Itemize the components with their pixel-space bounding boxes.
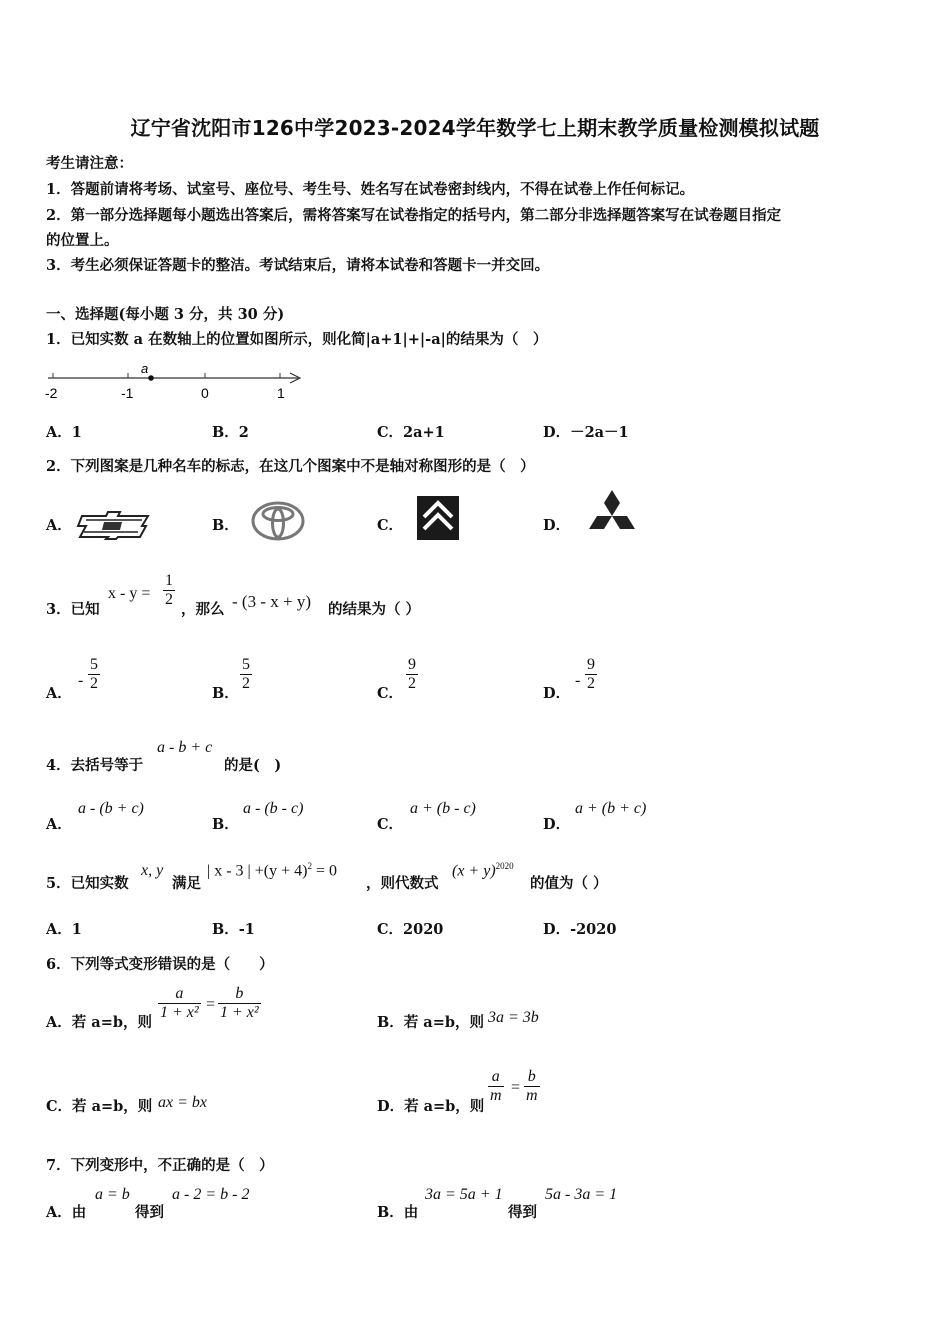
q4-option-b-expr: a - (b - c): [243, 800, 304, 817]
q7-b-to: 5a - 3a = 1: [545, 1186, 618, 1203]
q3-option-d-fraction: [585, 656, 597, 694]
q3-d-num: 9: [587, 656, 595, 673]
q5-suffix: 的值为（ ）: [530, 875, 608, 892]
q6-a-num2: b: [235, 985, 244, 1002]
q4-option-d-expr: a + (b + c): [575, 800, 647, 817]
q7-a-to: a - 2 = b - 2: [172, 1186, 250, 1203]
q3-mid: ，那么: [181, 601, 225, 618]
citroen-logo-icon: [416, 495, 460, 541]
q3-b-den: 2: [242, 675, 250, 693]
q6-d-fraction-right: [524, 1068, 540, 1106]
q3-c-den: 2: [408, 675, 416, 693]
q2-label-b: B．: [212, 517, 239, 534]
q1-stem: 1．已知实数 a 在数轴上的位置如图所示，则化简|a+1|+|-a|的结果为（ ）: [46, 331, 548, 348]
notice-item-2: 2．第一部分选择题每小题选出答案后，需将答案写在试卷指定的括号内，第二部分非选择题答案写在试卷题目指定: [46, 207, 782, 224]
q2-stem: 2．下列图案是几种名车的标志，在这几个图案中不是轴对称图形的是（ ）: [46, 458, 535, 475]
q2-label-a: A．: [46, 517, 72, 534]
q2-label-d: D．: [543, 517, 571, 534]
q4-suffix: 的是( ): [224, 757, 282, 774]
q3-c-num: 9: [408, 656, 416, 673]
toyota-logo-icon: [250, 500, 306, 542]
q5-vars: x, y: [141, 862, 164, 879]
q3-condition-lhs: x - y =: [108, 585, 151, 602]
q7-b-from: 3a = 5a + 1: [425, 1186, 503, 1203]
tick-label-neg1: -1: [121, 385, 134, 401]
q6-a-num1: a: [175, 985, 184, 1002]
q5-cond-base: | x - 3 | +(y + 4): [207, 862, 308, 880]
q3-option-a-label: A．: [46, 685, 72, 702]
q7-a-from: a = b: [95, 1186, 130, 1203]
tick-label-0: 0: [201, 385, 209, 401]
q5-expr-exp: 2020: [495, 861, 514, 871]
q3-option-c-fraction: [406, 656, 418, 694]
mitsubishi-logo-icon: [582, 488, 642, 540]
q4-expression: a - b + c: [157, 739, 213, 756]
q5-option-d: D．-2020: [543, 921, 617, 938]
notice-item-3: 3．考生必须保证答题卡的整洁。考试结束后，请将本试卷和答题卡一并交回。: [46, 257, 550, 274]
q6-option-b-label: B．若 a=b，则: [377, 1014, 484, 1031]
notice-heading: 考生请注意：: [46, 155, 133, 172]
tick-label-1: 1: [277, 385, 285, 401]
q5-prefix: 5．已知实数: [46, 875, 129, 892]
q3-cond-numerator: 1: [165, 572, 173, 589]
q6-option-d-label: D．若 a=b，则: [377, 1098, 485, 1115]
page-title: 辽宁省沈阳市126中学2023-2024学年数学七上期末教学质量检测模拟试题: [130, 116, 820, 140]
q4-option-d-label: D．: [543, 816, 571, 833]
q4-option-a-label: A．: [46, 816, 72, 833]
q1-option-b: B．2: [212, 424, 249, 441]
tick-label-neg2: -2: [45, 385, 58, 401]
q6-d-den2: m: [526, 1087, 538, 1105]
q7-option-a-label: A．由: [46, 1204, 87, 1221]
q5-condition: [207, 861, 337, 880]
q4-option-c-expr: a + (b - c): [410, 800, 476, 817]
q6-d-fraction-left: [488, 1068, 504, 1106]
q6-stem: 6．下列等式变形错误的是（ ）: [46, 956, 274, 973]
q5-option-b: B．-1: [212, 921, 255, 938]
q4-option-a-expr: a - (b + c): [78, 800, 144, 817]
q1-option-d: D．－2a－1: [543, 424, 629, 441]
q5-expression: [452, 861, 514, 880]
q5-cond-exp: 2: [307, 861, 312, 871]
q7-a-get: 得到: [135, 1204, 164, 1221]
q2-label-c: C．: [377, 517, 404, 534]
q3-expression: - (3 - x + y): [232, 592, 311, 611]
q6-a-fraction-left: [158, 985, 201, 1023]
q5-mid2: ，则代数式: [366, 875, 439, 892]
q6-d-num1: a: [491, 1068, 500, 1085]
q6-a-equals: =: [206, 996, 216, 1013]
q1-option-c: C．2a+1: [377, 424, 445, 441]
q6-d-den1: m: [490, 1087, 502, 1105]
q5-option-a: A．1: [46, 921, 82, 938]
q5-mid1: 满足: [172, 875, 201, 892]
q7-b-get: 得到: [508, 1204, 537, 1221]
q6-d-equals: =: [511, 1079, 521, 1096]
point-a: [148, 375, 154, 381]
q4-option-b-label: B．: [212, 816, 239, 833]
q3-option-a-fraction: [88, 656, 100, 694]
q6-option-a-label: A．若 a=b，则: [46, 1014, 152, 1031]
q4-option-c-label: C．: [377, 816, 404, 833]
q6-option-c-expr: ax = bx: [158, 1094, 207, 1111]
q3-prefix: 3．已知: [46, 601, 100, 618]
section-heading: 一、选择题(每小题 3 分，共 30 分): [46, 306, 285, 323]
q5-expr-base: (x + y): [452, 862, 496, 880]
q3-condition-fraction: [163, 572, 175, 610]
q6-a-fraction-right: [218, 985, 261, 1023]
chevrolet-logo-icon: [76, 510, 152, 540]
q6-option-c-label: C．若 a=b，则: [46, 1098, 153, 1115]
q3-a-num: 5: [90, 656, 98, 673]
q3-a-den: 2: [90, 675, 98, 693]
q5-cond-tail: = 0: [311, 862, 337, 880]
point-a-label: a: [141, 361, 149, 376]
q3-b-num: 5: [242, 656, 250, 673]
q3-option-a-sign: -: [78, 672, 84, 689]
q6-a-den2: 1 + x²: [220, 1004, 259, 1022]
q3-option-b-label: B．: [212, 685, 239, 702]
q3-option-d-sign: -: [575, 672, 581, 689]
q7-stem: 7．下列变形中，不正确的是（ ）: [46, 1157, 274, 1174]
q3-option-d-label: D．: [543, 685, 571, 702]
q7-option-b-label: B．由: [377, 1204, 419, 1221]
q1-number-line: [40, 358, 310, 404]
q3-option-b-fraction: [240, 656, 252, 694]
q4-prefix: 4．去括号等于: [46, 757, 144, 774]
notice-item-1: 1．答题前请将考场、试室号、座位号、考生号、姓名写在试卷密封线内，不得在试卷上作任何标记。: [46, 181, 695, 198]
q6-a-den1: 1 + x²: [160, 1004, 199, 1022]
q3-cond-denominator: 2: [165, 591, 173, 609]
q6-option-b-expr: 3a = 3b: [488, 1009, 539, 1026]
q3-d-den: 2: [587, 675, 595, 693]
q5-option-c: C．2020: [377, 921, 444, 938]
q3-option-c-label: C．: [377, 685, 404, 702]
q3-suffix: 的结果为（ ）: [328, 601, 421, 618]
q6-d-num2: b: [527, 1068, 536, 1085]
notice-item-2-cont: 的位置上。: [46, 232, 119, 249]
q1-option-a: A．1: [46, 424, 82, 441]
